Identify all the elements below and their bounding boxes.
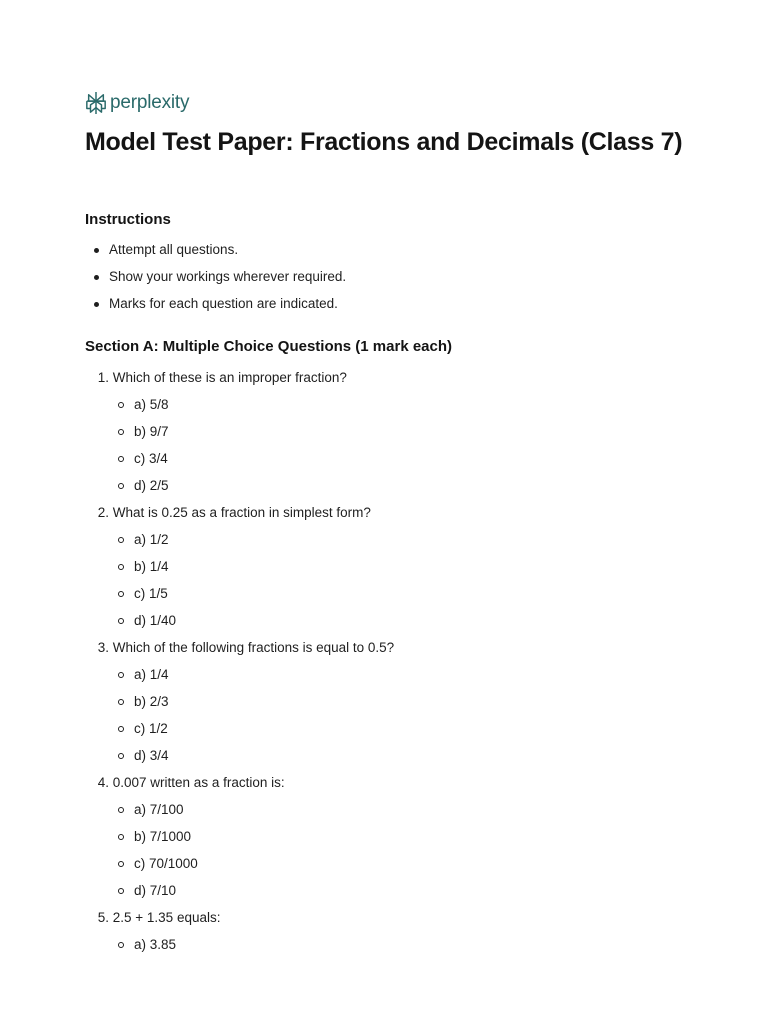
question-text: Which of these is an improper fraction? xyxy=(112,370,347,385)
option: d) 1/40 xyxy=(85,611,685,638)
option: a) 7/100 xyxy=(85,800,685,827)
circle-bullet-icon xyxy=(118,888,124,894)
perplexity-logo-icon xyxy=(85,91,107,115)
option: d) 3/4 xyxy=(85,746,685,773)
question-text: 2.5 + 1.35 equals: xyxy=(112,910,221,925)
circle-bullet-icon xyxy=(118,753,124,759)
question xyxy=(85,908,685,962)
option: a) 3.85 xyxy=(85,935,685,962)
circle-bullet-icon xyxy=(118,726,124,732)
circle-bullet-icon xyxy=(118,942,124,948)
bullet-icon xyxy=(94,275,99,280)
circle-bullet-icon xyxy=(118,483,124,489)
bullet-icon xyxy=(94,302,99,307)
question xyxy=(85,773,685,908)
question-number: 1. xyxy=(97,370,109,385)
option: b) 2/3 xyxy=(85,692,685,719)
question xyxy=(85,503,685,638)
option: b) 1/4 xyxy=(85,557,685,584)
question-number: 5. xyxy=(97,910,109,925)
option: c) 1/2 xyxy=(85,719,685,746)
option: b) 7/1000 xyxy=(85,827,685,854)
circle-bullet-icon xyxy=(118,618,124,624)
question-number: 4. xyxy=(97,775,109,790)
question xyxy=(85,368,685,503)
page-title: Model Test Paper: Fractions and Decimals (Class 7) xyxy=(85,128,683,156)
option: c) 70/1000 xyxy=(85,854,685,881)
question-number: 3. xyxy=(97,640,109,655)
circle-bullet-icon xyxy=(118,564,124,570)
brand-name: perplexity xyxy=(110,92,190,113)
bullet-icon xyxy=(94,248,99,253)
question-text: What is 0.25 as a fraction in simplest form? xyxy=(112,505,371,520)
circle-bullet-icon xyxy=(118,429,124,435)
brand-logo xyxy=(85,90,189,116)
option: d) 2/5 xyxy=(85,476,685,503)
question-text: Which of the following fractions is equal to 0.5? xyxy=(112,640,395,655)
option: c) 1/5 xyxy=(85,584,685,611)
section-a-heading: Section A: Multiple Choice Questions (1 mark each) xyxy=(85,338,453,355)
instructions-list xyxy=(85,240,346,321)
circle-bullet-icon xyxy=(118,834,124,840)
option: b) 9/7 xyxy=(85,422,685,449)
instruction-item: Show your workings wherever required. xyxy=(85,267,346,294)
circle-bullet-icon xyxy=(118,402,124,408)
circle-bullet-icon xyxy=(118,699,124,705)
question-number: 2. xyxy=(97,505,109,520)
option: d) 7/10 xyxy=(85,881,685,908)
question-list xyxy=(85,368,685,962)
option: a) 1/4 xyxy=(85,665,685,692)
circle-bullet-icon xyxy=(118,861,124,867)
circle-bullet-icon xyxy=(118,591,124,597)
circle-bullet-icon xyxy=(118,807,124,813)
circle-bullet-icon xyxy=(118,672,124,678)
circle-bullet-icon xyxy=(118,537,124,543)
instruction-item: Attempt all questions. xyxy=(85,240,346,267)
option: a) 1/2 xyxy=(85,530,685,557)
option: c) 3/4 xyxy=(85,449,685,476)
instructions-heading: Instructions xyxy=(85,211,171,228)
question-text: 0.007 written as a fraction is: xyxy=(112,775,285,790)
instruction-item: Marks for each question are indicated. xyxy=(85,294,346,321)
circle-bullet-icon xyxy=(118,456,124,462)
question xyxy=(85,638,685,773)
option: a) 5/8 xyxy=(85,395,685,422)
